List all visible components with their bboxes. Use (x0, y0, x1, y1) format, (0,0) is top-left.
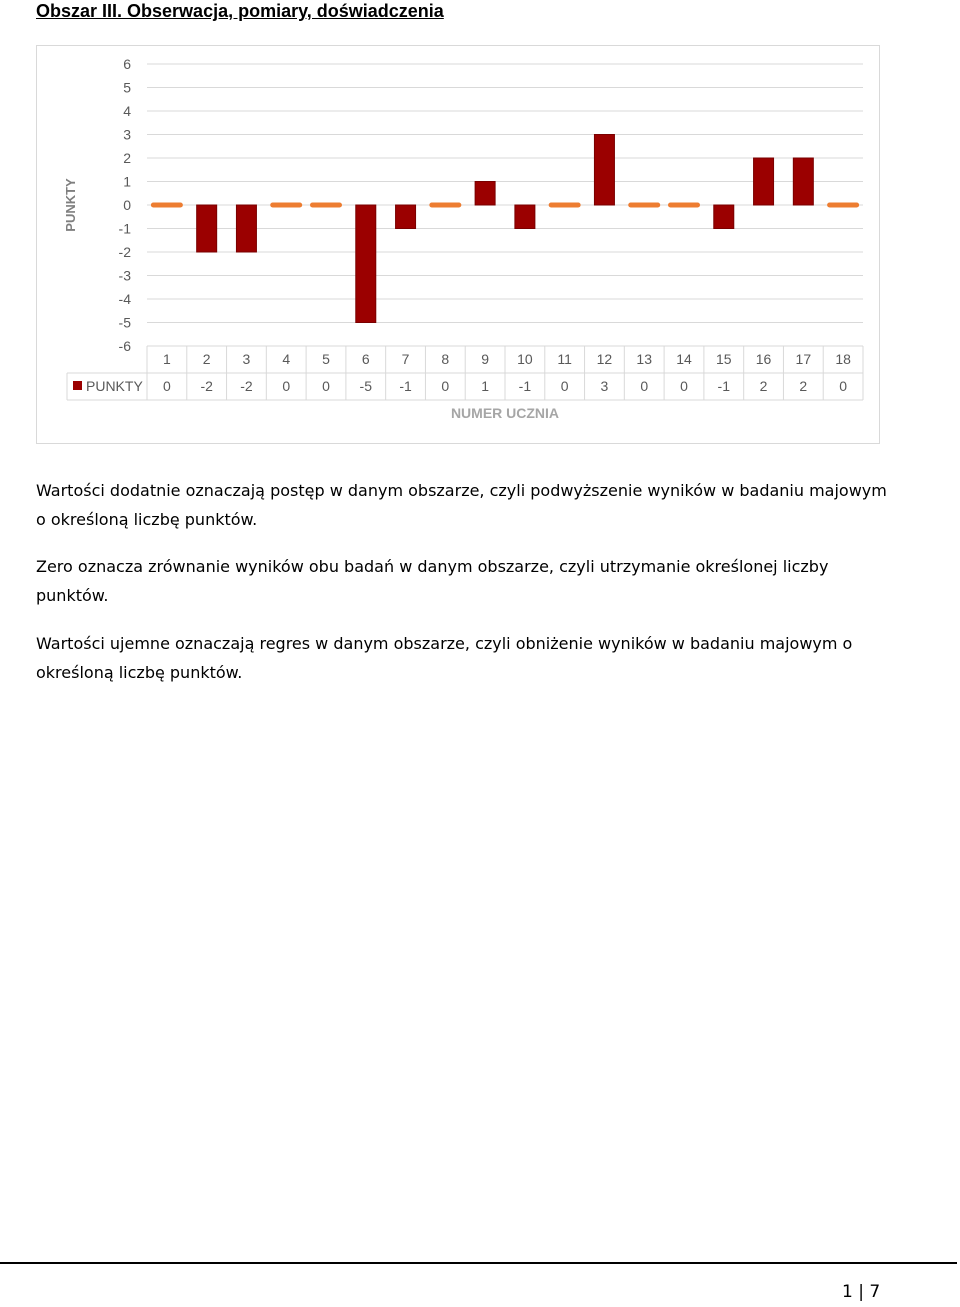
x-tick-label: 11 (557, 351, 572, 367)
zero-marker (827, 203, 859, 208)
x-tick-label: 1 (162, 351, 171, 367)
data-label: -1 (399, 378, 412, 394)
bar (793, 158, 813, 205)
y-tick-label: 2 (123, 150, 131, 166)
legend-label: PUNKTY (86, 378, 143, 394)
data-label: 0 (680, 378, 688, 394)
data-label: -5 (359, 378, 373, 394)
footer-rule (0, 1262, 957, 1264)
x-tick-label: 7 (401, 351, 410, 367)
data-label: 1 (481, 378, 490, 394)
chart-frame (36, 45, 880, 444)
zero-marker (429, 203, 461, 208)
bar (356, 205, 376, 323)
bar (197, 205, 217, 252)
bar (236, 205, 256, 252)
data-label: -1 (518, 378, 532, 394)
x-tick-label: 8 (441, 351, 450, 367)
bar-chart (37, 46, 881, 445)
y-tick-label: -2 (118, 244, 131, 260)
data-label: 0 (322, 378, 330, 394)
x-tick-label: 10 (517, 351, 533, 367)
zero-marker (270, 203, 302, 208)
legend-swatch (73, 381, 82, 390)
y-tick-label: -5 (118, 314, 131, 331)
paragraph-negative: Wartości ujemne oznaczają regres w danym obszarze, czyli obniżenie wyników w badaniu majowym o określoną liczbę punktów. (36, 634, 853, 682)
y-axis-title: PUNKTY (63, 178, 78, 232)
bar (714, 205, 734, 229)
data-label: -2 (200, 378, 213, 394)
bar (594, 135, 614, 206)
data-label: 0 (560, 378, 569, 394)
paragraph-positive: Wartości dodatnie oznaczają postęp w danym obszarze, czyli podwyższenie wyników w badaniu majowym o określoną liczbę punktów. (36, 481, 887, 529)
x-tick-label: 3 (242, 351, 251, 367)
y-tick-label: 1 (123, 173, 131, 190)
data-label: 0 (162, 378, 171, 394)
x-tick-label: 4 (282, 351, 291, 367)
data-label: -2 (240, 378, 253, 394)
y-tick-label: -1 (118, 220, 131, 237)
data-label: 2 (759, 378, 768, 394)
bar (475, 182, 495, 206)
x-tick-label: 15 (715, 351, 732, 367)
x-tick-label: 9 (481, 351, 490, 367)
y-tick-label: 4 (123, 103, 131, 119)
data-label: 3 (600, 378, 609, 394)
x-tick-label: 5 (322, 351, 330, 367)
x-tick-label: 14 (676, 351, 692, 367)
y-tick-label: -3 (118, 267, 131, 284)
bar (515, 205, 535, 229)
y-tick-label: 0 (123, 197, 131, 213)
x-tick-label: 2 (202, 351, 211, 367)
x-tick-label: 12 (596, 351, 613, 367)
x-tick-label: 6 (361, 351, 370, 367)
x-tick-label: 18 (835, 351, 851, 367)
x-axis-title: NUMER UCZNIA (450, 405, 560, 421)
zero-marker (310, 203, 342, 208)
data-label: 0 (282, 378, 291, 394)
data-label: -1 (717, 378, 731, 394)
y-tick-label: -4 (118, 291, 131, 307)
zero-marker (151, 203, 183, 208)
y-tick-label: -6 (118, 338, 131, 354)
zero-marker (628, 203, 660, 208)
paragraph-zero: Zero oznacza zrównanie wyników obu badań w danym obszarze, czyli utrzymanie określonej liczby punktów. (36, 557, 829, 605)
x-tick-label: 16 (755, 351, 772, 367)
y-tick-label: 6 (123, 56, 131, 72)
zero-marker (549, 203, 581, 208)
data-label: 0 (839, 378, 848, 394)
data-label: 2 (799, 378, 808, 394)
y-tick-label: 3 (123, 126, 131, 143)
y-tick-label: 5 (123, 79, 131, 96)
x-tick-label: 17 (795, 351, 812, 367)
page-number: 1 | 7 (842, 1282, 881, 1302)
bar (754, 158, 774, 205)
zero-marker (668, 203, 700, 208)
page-heading: Obszar III. Obserwacja, pomiary, doświadczenia (36, 1, 444, 21)
x-tick-label: 13 (636, 351, 653, 367)
data-label: 0 (640, 378, 649, 394)
bar (396, 205, 416, 229)
data-label: 0 (441, 378, 450, 394)
